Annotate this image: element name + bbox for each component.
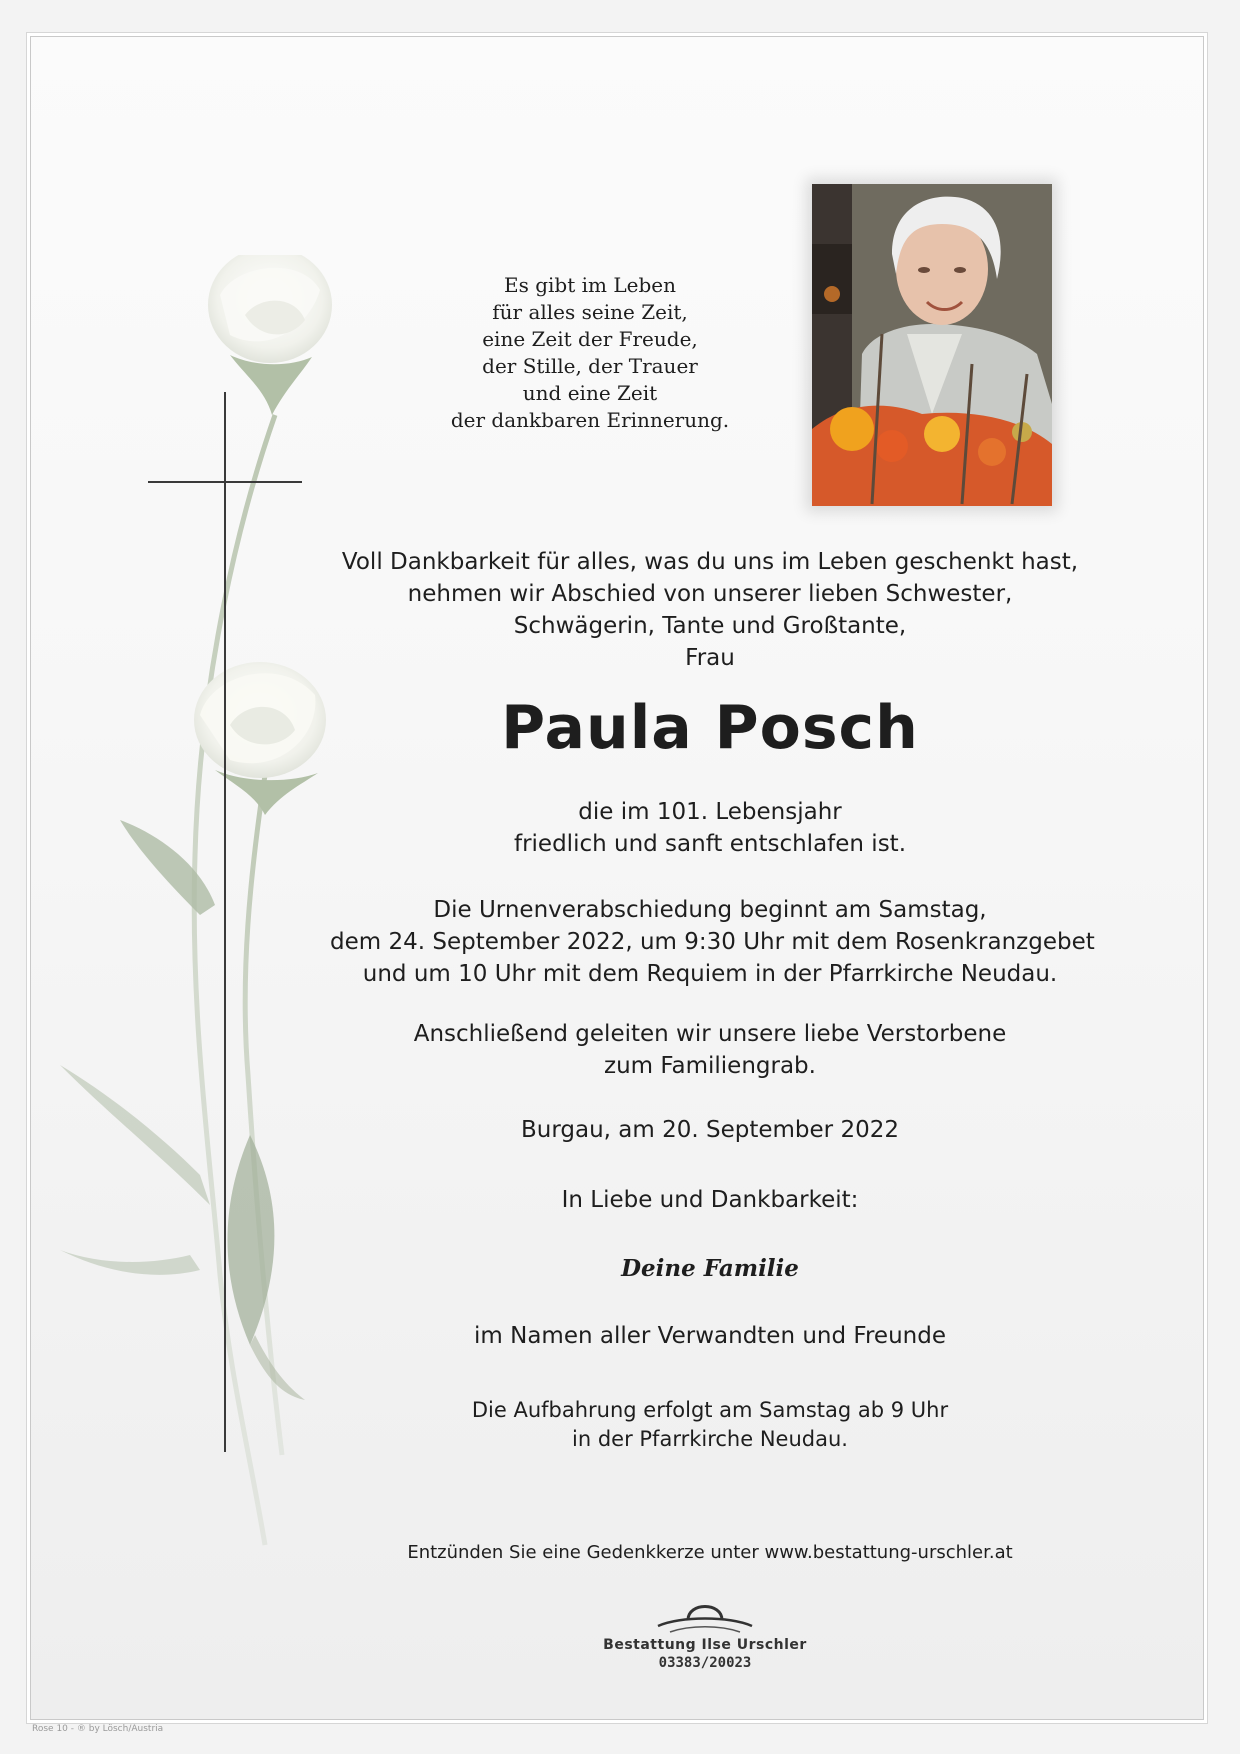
intro-line: Voll Dankbarkeit für alles, was du uns im Leben geschenkt hast, (341, 549, 1079, 575)
place-and-date: Burgau, am 20. September 2022 (521, 1117, 899, 1143)
ceremony-line: und um 10 Uhr mit dem Requiem in der Pfarrkirche Neudau. (362, 961, 1058, 987)
poem-line: und eine Zeit (522, 381, 658, 405)
poem-line: für alles seine Zeit, (492, 300, 688, 324)
age-line: die im 101. Lebensjahr (578, 799, 842, 825)
leaf-1 (120, 820, 215, 915)
viewing-text (330, 1396, 1090, 1454)
poem (440, 272, 740, 434)
burial-line: zum Familiengrab. (604, 1053, 816, 1079)
cross-vertical-bar (224, 392, 226, 1452)
memorial-candle-note: Entzünden Sie eine Gedenkkerze unter www.bestattung-urschler.at (407, 1542, 1013, 1563)
template-credit: Rose 10 - ® by Lösch/Austria (32, 1724, 164, 1734)
intro-line: Frau (685, 645, 735, 671)
burial-line: Anschließend geleiten wir unsere liebe Verstorbene (413, 1021, 1007, 1047)
intro-line: nehmen wir Abschied von unserer lieben Schwester, (407, 581, 1013, 607)
burial-text (330, 1018, 1090, 1082)
leaf-3 (60, 1065, 210, 1205)
viewing-line: Die Aufbahrung erfolgt am Samstag ab 9 Uhr (471, 1398, 949, 1422)
family-signature: Deine Familie (621, 1255, 799, 1282)
closing-phrase: In Liebe und Dankbarkeit: (561, 1187, 859, 1213)
leaf-4 (60, 1250, 200, 1275)
poem-line: der dankbaren Erinnerung. (450, 408, 730, 432)
age-text (330, 796, 1090, 860)
poem-line: Es gibt im Leben (504, 273, 676, 297)
age-line: friedlich und sanft entschlafen ist. (513, 831, 907, 857)
ceremony-line: dem 24. September 2022, um 9:30 Uhr mit dem Rosenkranzgebet (330, 929, 1095, 955)
cross-horizontal-bar (148, 481, 302, 483)
arc-logo-icon (650, 1592, 760, 1636)
poem-line: der Stille, der Trauer (482, 354, 698, 378)
leaf-5 (250, 1335, 305, 1400)
deceased-name: Paula Posch (501, 693, 919, 763)
ceremony-text (330, 894, 1095, 990)
ceremony-line: Die Urnenverabschiedung beginnt am Samstag, (433, 897, 987, 923)
funeral-home-phone: 03383/20023 (658, 1655, 752, 1671)
intro-line: Schwägerin, Tante und Großtante, (513, 613, 907, 639)
poem-line: eine Zeit der Freude, (482, 327, 698, 351)
portrait-photo (812, 184, 1052, 506)
portrait-illustration (812, 184, 1052, 506)
funeral-home-name: Bestattung Ilse Urschler (603, 1637, 807, 1653)
funeral-home-logo (600, 1592, 810, 1672)
intro-text (330, 546, 1090, 674)
relatives-note: im Namen aller Verwandten und Freunde (474, 1323, 946, 1349)
viewing-line: in der Pfarrkirche Neudau. (572, 1427, 848, 1451)
